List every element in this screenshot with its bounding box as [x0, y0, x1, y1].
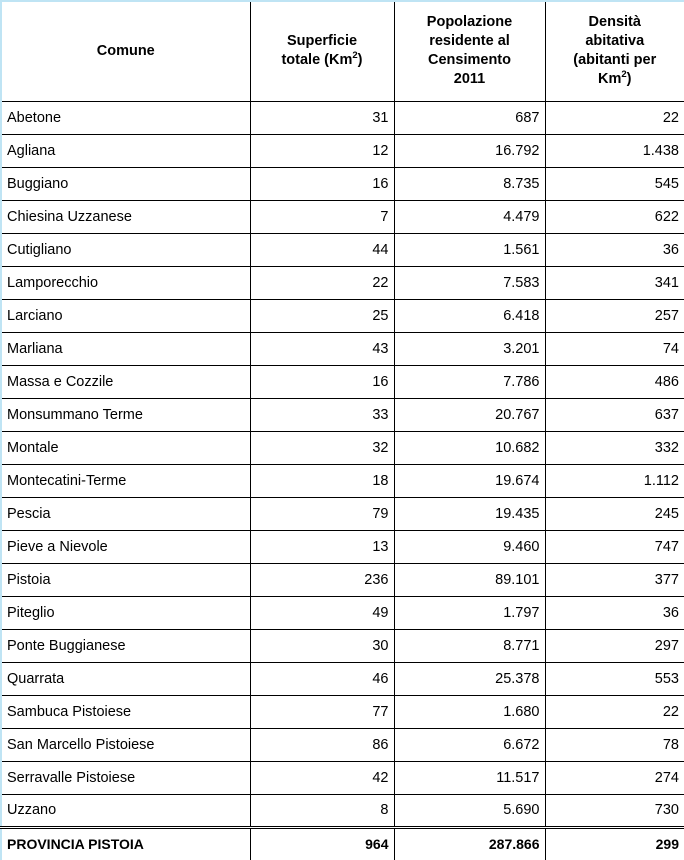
table-row [1, 332, 684, 365]
cell-superficie: 31 [250, 101, 394, 134]
table-row [1, 497, 684, 530]
cell-popolazione: 7.786 [394, 365, 545, 398]
cell-comune: Larciano [1, 299, 250, 332]
total-label: PROVINCIA PISTOIA [1, 827, 250, 860]
total-row [1, 827, 684, 860]
table-row [1, 629, 684, 662]
table-row [1, 266, 684, 299]
column-header-superficie-line2-pre: totale (Km [281, 52, 353, 69]
cell-superficie: 77 [250, 695, 394, 728]
table-header [1, 1, 684, 101]
cell-densita: 257 [545, 299, 684, 332]
cell-popolazione: 19.674 [394, 464, 545, 497]
cell-superficie: 25 [250, 299, 394, 332]
cell-comune: Quarrata [1, 662, 250, 695]
cell-superficie: 43 [250, 332, 394, 365]
cell-comune: Piteglio [1, 596, 250, 629]
cell-densita: 486 [545, 365, 684, 398]
cell-densita: 1.112 [545, 464, 684, 497]
column-header-popolazione-line2: residente al [429, 33, 510, 50]
cell-superficie: 236 [250, 563, 394, 596]
cell-popolazione: 6.418 [394, 299, 545, 332]
cell-superficie: 33 [250, 398, 394, 431]
cell-densita: 245 [545, 497, 684, 530]
cell-popolazione: 11.517 [394, 761, 545, 794]
cell-superficie: 13 [250, 530, 394, 563]
cell-comune: Sambuca Pistoiese [1, 695, 250, 728]
cell-comune: Lamporecchio [1, 266, 250, 299]
cell-comune: Agliana [1, 134, 250, 167]
table-row [1, 167, 684, 200]
cell-popolazione: 10.682 [394, 431, 545, 464]
cell-densita: 78 [545, 728, 684, 761]
column-header-popolazione [394, 1, 545, 101]
cell-superficie: 32 [250, 431, 394, 464]
table-row [1, 695, 684, 728]
cell-popolazione: 89.101 [394, 563, 545, 596]
column-header-popolazione-line4: 2011 [453, 71, 486, 88]
total-densita: 299 [545, 827, 684, 860]
cell-densita: 377 [545, 563, 684, 596]
cell-densita: 553 [545, 662, 684, 695]
cell-popolazione: 19.435 [394, 497, 545, 530]
cell-comune: Monsummano Terme [1, 398, 250, 431]
cell-popolazione: 8.771 [394, 629, 545, 662]
column-header-comune [1, 1, 250, 101]
cell-comune: Montecatini-Terme [1, 464, 250, 497]
cell-popolazione: 3.201 [394, 332, 545, 365]
cell-densita: 747 [545, 530, 684, 563]
cell-comune: Cutigliano [1, 233, 250, 266]
cell-comune: Abetone [1, 101, 250, 134]
table-row [1, 233, 684, 266]
cell-comune: Marliana [1, 332, 250, 365]
cell-comune: Serravalle Pistoiese [1, 761, 250, 794]
column-header-densita [545, 1, 684, 101]
cell-superficie: 8 [250, 794, 394, 827]
cell-comune: San Marcello Pistoiese [1, 728, 250, 761]
cell-comune: Massa e Cozzile [1, 365, 250, 398]
cell-superficie: 86 [250, 728, 394, 761]
table-row [1, 596, 684, 629]
table-row [1, 530, 684, 563]
cell-densita: 74 [545, 332, 684, 365]
table-row [1, 431, 684, 464]
cell-densita: 545 [545, 167, 684, 200]
cell-superficie: 12 [250, 134, 394, 167]
cell-superficie: 7 [250, 200, 394, 233]
cell-superficie: 22 [250, 266, 394, 299]
column-header-superficie-line1: Superficie [286, 33, 358, 50]
column-header-popolazione-line3: Censimento [428, 52, 511, 69]
cell-densita: 637 [545, 398, 684, 431]
cell-superficie: 16 [250, 365, 394, 398]
cell-densita: 730 [545, 794, 684, 827]
cell-densita: 36 [545, 596, 684, 629]
cell-superficie: 79 [250, 497, 394, 530]
superscript-squared-superficie: 2 [352, 50, 358, 62]
table-body [1, 101, 684, 860]
cell-densita: 622 [545, 200, 684, 233]
table-row [1, 200, 684, 233]
table-row [1, 761, 684, 794]
cell-superficie: 46 [250, 662, 394, 695]
column-header-superficie [250, 1, 394, 101]
cell-popolazione: 687 [394, 101, 545, 134]
table-row [1, 662, 684, 695]
table-row [1, 299, 684, 332]
cell-popolazione: 4.479 [394, 200, 545, 233]
table-row [1, 398, 684, 431]
column-header-densita-line1: Densità [588, 14, 641, 31]
cell-comune: Chiesina Uzzanese [1, 200, 250, 233]
table-row [1, 464, 684, 497]
table-row [1, 134, 684, 167]
cell-densita: 297 [545, 629, 684, 662]
cell-popolazione: 1.797 [394, 596, 545, 629]
cell-popolazione: 25.378 [394, 662, 545, 695]
total-superficie: 964 [250, 827, 394, 860]
cell-popolazione: 7.583 [394, 266, 545, 299]
column-header-densita-line3: (abitanti per [573, 52, 657, 69]
cell-comune: Pieve a Nievole [1, 530, 250, 563]
cell-popolazione: 1.561 [394, 233, 545, 266]
cell-popolazione: 16.792 [394, 134, 545, 167]
cell-comune: Buggiano [1, 167, 250, 200]
cell-popolazione: 1.680 [394, 695, 545, 728]
total-popolazione: 287.866 [394, 827, 545, 860]
cell-comune: Montale [1, 431, 250, 464]
column-header-popolazione-line1: Popolazione [426, 14, 513, 31]
cell-superficie: 42 [250, 761, 394, 794]
cell-densita: 274 [545, 761, 684, 794]
table-row [1, 728, 684, 761]
cell-superficie: 44 [250, 233, 394, 266]
column-header-densita-line4-pre: Km [597, 71, 622, 88]
cell-comune: Pistoia [1, 563, 250, 596]
cell-comune: Ponte Buggianese [1, 629, 250, 662]
cell-superficie: 30 [250, 629, 394, 662]
column-header-densita-line4-post: ) [626, 71, 632, 88]
cell-popolazione: 20.767 [394, 398, 545, 431]
header-row [1, 1, 684, 101]
table-row [1, 101, 684, 134]
column-header-comune-label: Comune [96, 42, 155, 59]
cell-comune: Pescia [1, 497, 250, 530]
cell-densita: 1.438 [545, 134, 684, 167]
table-row [1, 365, 684, 398]
table-row [1, 794, 684, 827]
column-header-densita-line2: abitativa [585, 33, 645, 50]
cell-superficie: 49 [250, 596, 394, 629]
cell-comune: Uzzano [1, 794, 250, 827]
column-header-superficie-line2-post: ) [357, 52, 363, 69]
cell-superficie: 16 [250, 167, 394, 200]
cell-superficie: 18 [250, 464, 394, 497]
cell-popolazione: 8.735 [394, 167, 545, 200]
cell-densita: 36 [545, 233, 684, 266]
cell-densita: 22 [545, 695, 684, 728]
cell-popolazione: 5.690 [394, 794, 545, 827]
table-row [1, 563, 684, 596]
cell-popolazione: 6.672 [394, 728, 545, 761]
cell-densita: 332 [545, 431, 684, 464]
superscript-squared-densita: 2 [621, 69, 627, 81]
cell-densita: 22 [545, 101, 684, 134]
cell-densita: 341 [545, 266, 684, 299]
cell-popolazione: 9.460 [394, 530, 545, 563]
